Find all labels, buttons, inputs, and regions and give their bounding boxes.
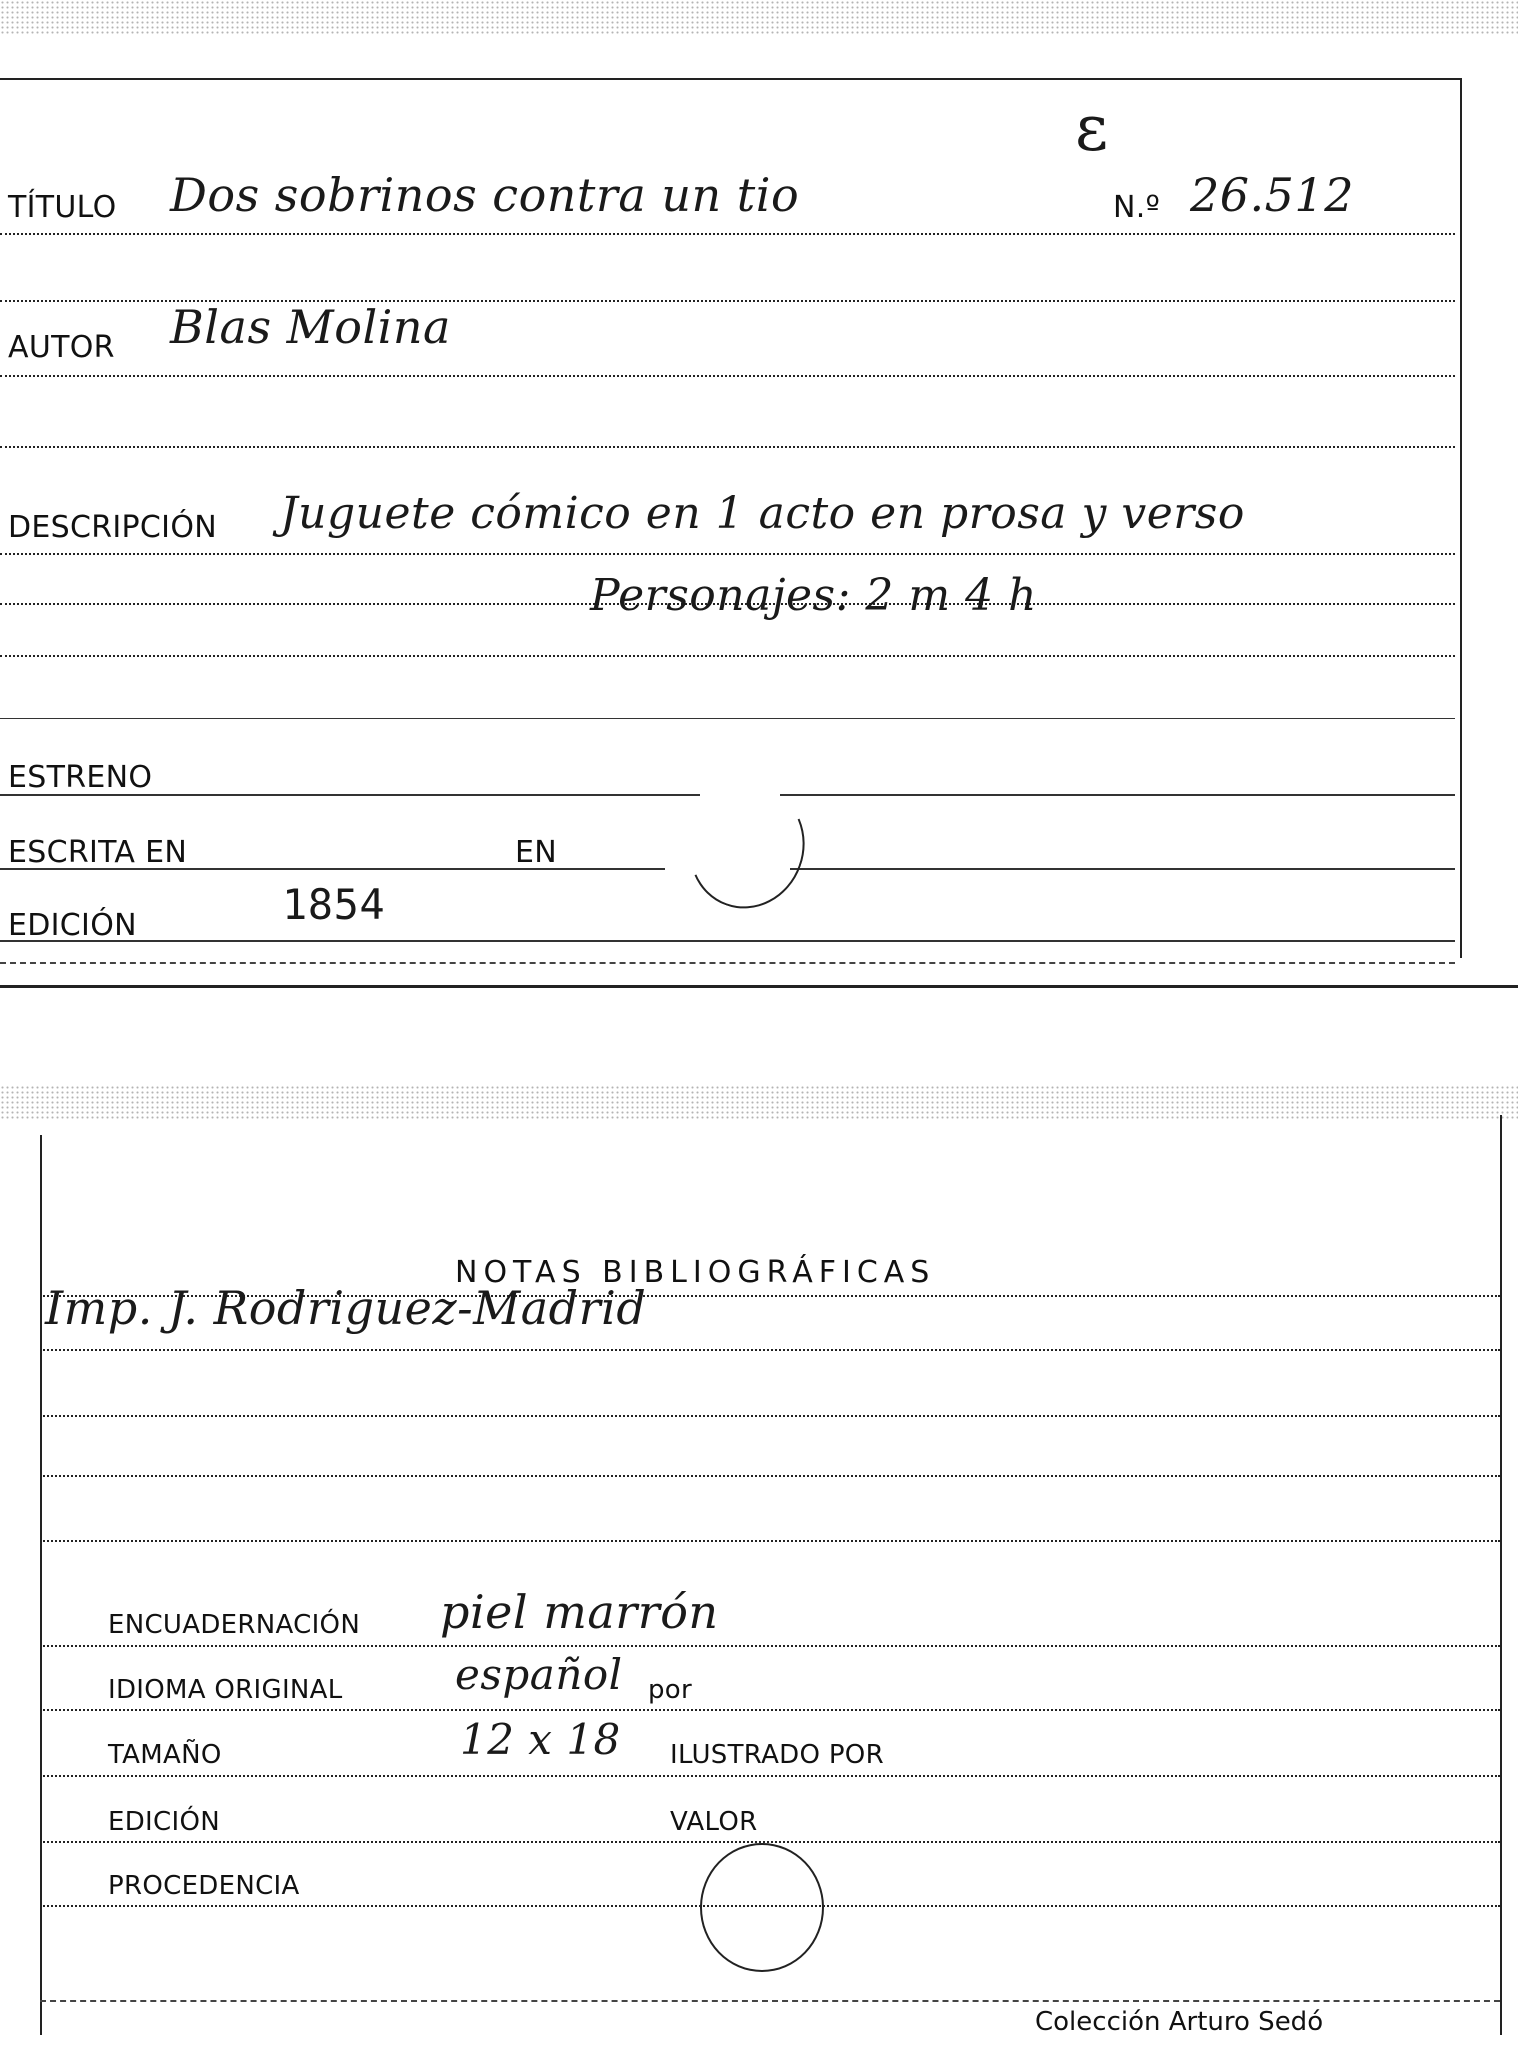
ilustrado-label: ILUSTRADO POR: [670, 1740, 884, 1770]
encuadernacion-rule: [40, 1645, 1500, 1647]
notas-heading: NOTAS BIBLIOGRÁFICAS: [455, 1255, 936, 1290]
card-bottom-dash: [0, 962, 1455, 964]
numero-label: N.º: [1113, 190, 1161, 225]
notas-value: Imp. J. Rodriguez-Madrid: [45, 1281, 647, 1335]
escrita-en-label: ESCRITA EN: [8, 835, 188, 870]
blank-rule: [0, 446, 1455, 448]
card-border-right: [1500, 1115, 1502, 2035]
blank-rule: [0, 655, 1455, 657]
idioma-rule: [40, 1709, 1500, 1711]
edicion-label-2: EDICIÓN: [108, 1807, 220, 1837]
card-edge-texture: [0, 0, 1518, 34]
card-edge-texture: [0, 1085, 1518, 1119]
catalog-card-front: [0, 0, 1518, 980]
personajes-value: Personajes: 2 m 4 h: [590, 570, 1037, 621]
edicion-value: 1854: [282, 880, 386, 929]
encuadernacion-value: piel marrón: [440, 1585, 719, 1639]
idioma-value: español: [455, 1650, 623, 1699]
escrita-en-rule: [0, 868, 665, 870]
estreno-rule-right: [780, 794, 1455, 796]
edicion-label: EDICIÓN: [8, 908, 137, 943]
escrita-en-rule-right: [790, 868, 1455, 870]
card-border-right: [1460, 78, 1462, 958]
card-bottom-dash: [40, 2000, 1500, 2002]
notes-rule: [40, 1540, 1500, 1542]
autor-rule: [0, 375, 1455, 377]
idioma-label: IDIOMA ORIGINAL: [108, 1675, 343, 1705]
valor-label: VALOR: [670, 1807, 758, 1837]
edicion-rule: [0, 940, 1455, 942]
escrita-en-second-label: EN: [515, 835, 557, 870]
notes-rule: [40, 1415, 1500, 1417]
stamp-circle: [700, 1843, 824, 1972]
descripcion-value: Juguete cómico en 1 acto en prosa y verso: [280, 488, 1245, 539]
catalog-card-back: [0, 1085, 1518, 2056]
tamano-value: 12 x 18: [460, 1715, 621, 1764]
titulo-label: TÍTULO: [8, 190, 117, 225]
estreno-rule: [0, 794, 700, 796]
numero-value: 26.512: [1190, 168, 1354, 222]
descripcion-rule: [0, 553, 1455, 555]
section-divider: [0, 718, 1455, 719]
stamp-circle: [672, 769, 822, 925]
notes-rule: [40, 1475, 1500, 1477]
encuadernacion-label: ENCUADERNACIÓN: [108, 1610, 361, 1640]
por-label: por: [648, 1675, 693, 1705]
descripcion-label: DESCRIPCIÓN: [8, 510, 217, 545]
titulo-rule: [0, 233, 1455, 235]
card-border-left: [40, 1135, 42, 2035]
collection-footer: Colección Arturo Sedó: [1035, 2007, 1324, 2037]
tamano-rule: [40, 1775, 1500, 1777]
card-marker: ε: [1075, 92, 1109, 166]
autor-value: Blas Molina: [170, 300, 451, 354]
estreno-label: ESTRENO: [8, 760, 153, 795]
card-separator: [0, 985, 1518, 988]
notes-rule: [40, 1349, 1500, 1351]
tamano-label: TAMAÑO: [108, 1740, 222, 1770]
titulo-value: Dos sobrinos contra un tio: [170, 168, 800, 222]
procedencia-label: PROCEDENCIA: [108, 1871, 300, 1901]
card-border-top: [0, 78, 1462, 80]
autor-label: AUTOR: [8, 330, 115, 365]
